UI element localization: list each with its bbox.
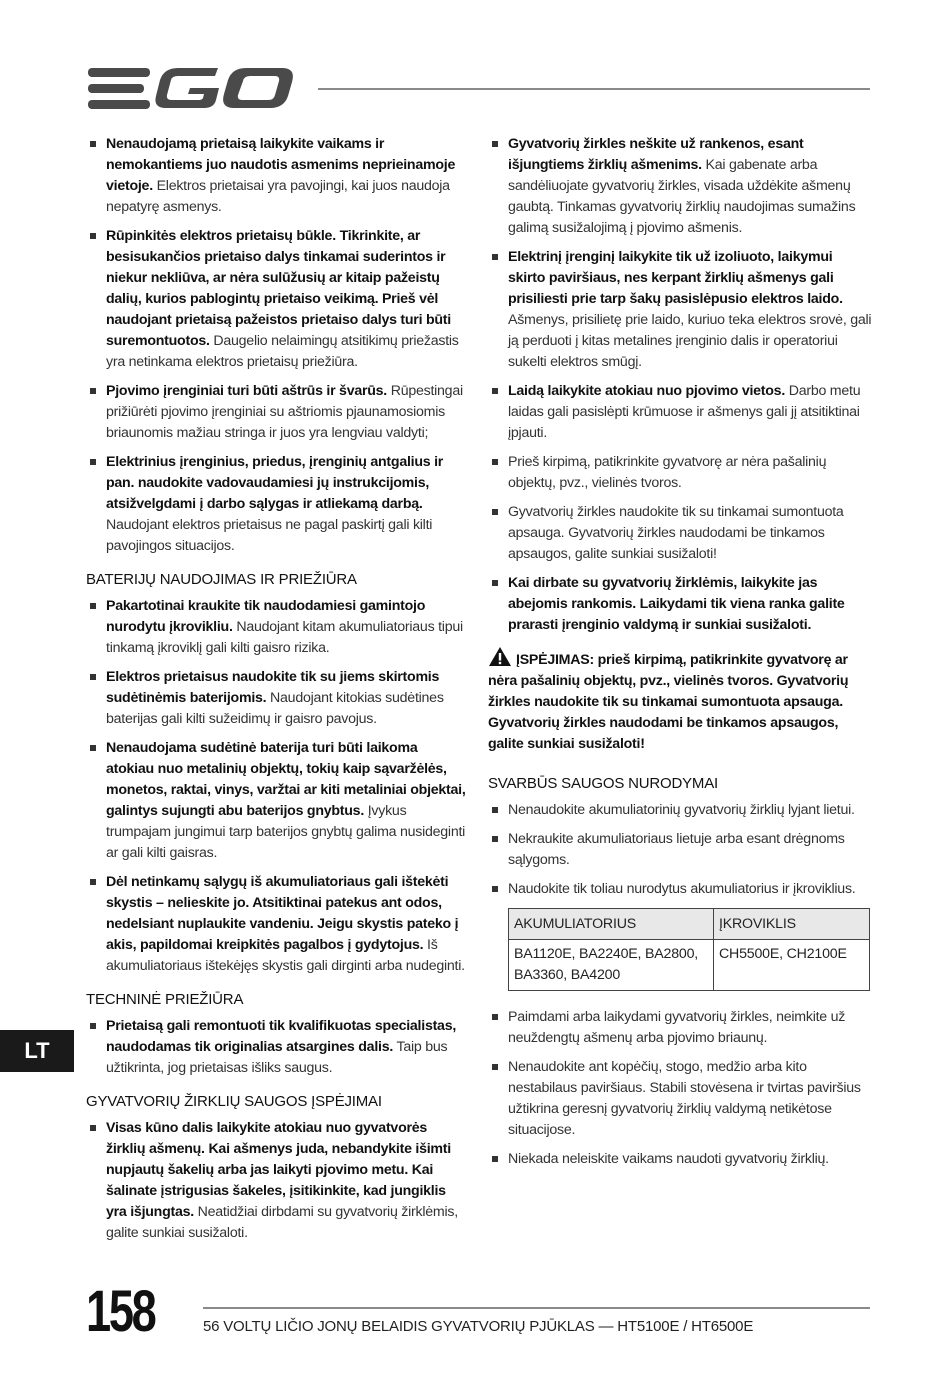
table-header-row — [509, 909, 870, 940]
table-row — [509, 940, 870, 991]
table-header-batteries: AKUMULIATORIUS — [509, 909, 714, 940]
general-safety-list — [86, 134, 466, 557]
list-item: Pjovimo įrenginiai turi būti aštrūs ir švarūs. Rūpestingai prižiūrėti pjovimo įrenginiai su aštriomis pjaunamosiomis briaunomis mažiau stringa ir juos yra lengviau valdyti; — [86, 381, 466, 444]
warning-notice — [488, 646, 872, 755]
ego-logo — [86, 62, 298, 114]
list-item: Paimdami arba laikydami gyvatvorių žirkles, neimkite už neuždengtų ašmenų arba pjovimo briaunų. — [488, 1007, 872, 1049]
list-item: Nenaudokite akumuliatorinių gyvatvorių žirklių lyjant lietui. — [488, 800, 872, 821]
list-item: Elektrinį įrenginį laikykite tik už izoliuoto, laikymui skirto paviršiaus, nes kerpant žirklių ašmenys gali prisiliesti prie tarp šakų pasislėpusio elektros laido. Ašmenys, prisilietę prie laido, kuriuo teka elektros srovė, gali ją perduoti į kitas metalines įrenginio dalis ir operatoriui sukelti elektros smūgį. — [488, 247, 872, 373]
footer-title: 56 VOLTŲ LIČIO JONŲ BELAIDIS GYVATVORIŲ PJŪKLAS — HT5100E / HT6500E — [203, 1318, 754, 1335]
page-number: 158 — [86, 1279, 155, 1344]
handling-safety-list — [488, 1007, 872, 1170]
battery-charger-table — [508, 908, 870, 991]
trimmer-warnings-list — [86, 1118, 466, 1244]
list-item: Kai dirbate su gyvatvorių žirklėmis, laikykite jas abejomis rankomis. Laikydami tik viena ranka galite prarasti įrenginio valdymą ir sunkiai susižaloti. — [488, 573, 872, 636]
important-safety-list — [488, 800, 872, 900]
list-item: Elektrinius įrenginius, priedus, įrenginių antgalius ir pan. naudokite vadovaudamiesi jų instrukcijomis, atsižvelgdami į darbo sąlygas ir atliekamą darbą. Naudojant elektros prietaisus ne pagal paskirtį gali kilti pavojingos situacijos. — [86, 452, 466, 557]
important-safety-heading: SVARBŪS SAUGOS NURODYMAI — [488, 775, 718, 792]
list-item: Nenaudokite ant kopėčių, stogo, medžio arba kito nestabilaus paviršiaus. Stabili stovėsena ir tvirtas paviršius užtikrina geresnį gyvatvorių žirklių valdymą netikėtose situacijose. — [488, 1057, 872, 1141]
table-header-chargers: ĮKROVIKLIS — [714, 909, 870, 940]
list-item: Gyvatvorių žirkles neškite už rankenos, esant išjungtiems žirklių ašmenims. Kai gabenate arba sandėliuojate gyvatvorių žirkles, visada uždėkite ašmenų gaubtą. Tinkamas gyvatvorių žirklių naudojimas sumažins galimą susižalojimą į pjovimo ašmenis. — [488, 134, 872, 239]
maintenance-list — [86, 1016, 466, 1079]
maintenance-section-heading: TECHNINĖ PRIEŽIŪRA — [86, 991, 244, 1008]
list-item: Nekraukite akumuliatoriaus lietuje arba esant drėgnoms sąlygoms. — [488, 829, 872, 871]
list-item: Niekada neleiskite vaikams naudoti gyvatvorių žirklių. — [488, 1149, 872, 1170]
battery-list — [86, 596, 466, 977]
list-item: Naudokite tik toliau nurodytus akumuliatorius ir įkroviklius. — [488, 879, 872, 900]
header-divider — [318, 88, 870, 90]
list-item: Dėl netinkamų sąlygų iš akumuliatoriaus gali ištekėti skystis – nelieskite jo. Atsitiktinai patekus ant odos, nedelsiant nuplaukite vandeniu. Jeigu skystis pateko į akis, papildomai kreipkitės pagalbos į gydytojus. Iš akumuliatoriaus ištekėjęs skystis gali dirginti arba nudeginti. — [86, 872, 466, 977]
list-item: Prietaisą gali remontuoti tik kvalifikuotas specialistas, naudodamas tik originalias atsargines dalis. Taip bus užtikrinta, jog prietaisas išliks saugus. — [86, 1016, 466, 1079]
list-item: Prieš kirpimą, patikrinkite gyvatvorę ar nėra pašalinių objektų, pvz., vielinės tvoros. — [488, 452, 872, 494]
left-column — [86, 134, 466, 1252]
list-item: Nenaudojama sudėtinė baterija turi būti laikoma atokiau nuo metalinių objektų, tokių kaip sąvaržėlės, monetos, raktai, vinys, varžtai ar kiti metaliniai objektai, galintys sujungti abu baterijos gnybtus. Įvykus trumpajam jungimui tarp baterijos gnybtų galima nusideginti ar gali kilti gaisras. — [86, 738, 466, 864]
trimmer-warnings-heading: GYVATVORIŲ ŽIRKLIŲ SAUGOS ĮSPĖJIMAI — [86, 1093, 382, 1110]
list-item: Rūpinkitės elektros prietaisų būkle. Tikrinkite, ar besisukančios prietaiso dalys tinkamai suderintos ir niekur nekliūva, ar nėra sulūžusių ar kitaip pažeistų dalių, kurios pablogintų prietaiso veikimą. Prieš vėl naudojant prietaisą pažeistos prietaiso dalys turi būti suremontuotos. Daugelio nelaimingų atsitikimų priežastis yra netinkama elektros prietaisų priežiūra. — [86, 226, 466, 373]
list-item: Gyvatvorių žirkles naudokite tik su tinkamai sumontuota apsauga. Gyvatvorių žirkles naudodami be tinkamos apsaugos, galite sunkiai susižaloti! — [488, 502, 872, 565]
table-cell-batteries: BA1120E, BA2240E, BA2800, BA3360, BA4200 — [509, 940, 714, 991]
list-item: Visas kūno dalis laikykite atokiau nuo gyvatvorės žirklių ašmenų. Kai ašmenys juda, nebandykite išimti nupjautų šakelių arba jas laikyti pjovimo metu. Kai šalinate įstrigusias šakeles, įsitikinkite, kad jungiklis yra išjungtas. Neatidžiai dirbdami su gyvatvorių žirklėmis, galite sunkiai susižaloti. — [86, 1118, 466, 1244]
list-item: Elektros prietaisus naudokite tik su jiems skirtomis sudėtinėmis baterijomis. Naudojant kitokias sudėtines baterijas gali kilti sužeidimų ir gaisro pavojus. — [86, 667, 466, 730]
battery-section-heading: BATERIJŲ NAUDOJIMAS IR PRIEŽIŪRA — [86, 571, 357, 588]
ego-logo-icon — [86, 62, 298, 114]
warning-text: ĮSPĖJIMAS: prieš kirpimą, patikrinkite gyvatvorę ar nėra pašalinių objektų, pvz., vielinės tvoros. Gyvatvorių žirkles naudokite tik su tinkamai sumontuota apsauga. Gyvatvorių žirkles naudodami be tinkamos apsaugos, galite sunkiai susižaloti! — [488, 652, 849, 752]
trimmer-safety-list — [488, 134, 872, 636]
list-item: Pakartotinai kraukite tik naudodamiesi gamintojo nurodytu įkrovikliu. Naudojant kitam akumuliatoriaus tipui tinkamą įkroviklį gali kilti gaisro rizika. — [86, 596, 466, 659]
right-column — [488, 134, 872, 1178]
list-item: Laidą laikykite atokiau nuo pjovimo vietos. Darbo metu laidas gali pasislėpti krūmuose ir ašmenys gali jį atsitiktinai įpjauti. — [488, 381, 872, 444]
list-item: Nenaudojamą prietaisą laikykite vaikams ir nemokantiems juo naudotis asmenims neprieinamoje vietoje. Elektros prietaisai yra pavojingi, kai juos naudoja nepatyrę asmenys. — [86, 134, 466, 218]
warning-triangle-icon — [488, 646, 512, 667]
language-tab: LT — [0, 1030, 74, 1072]
table-cell-chargers: CH5500E, CH2100E — [714, 940, 870, 991]
footer-divider — [203, 1307, 870, 1309]
